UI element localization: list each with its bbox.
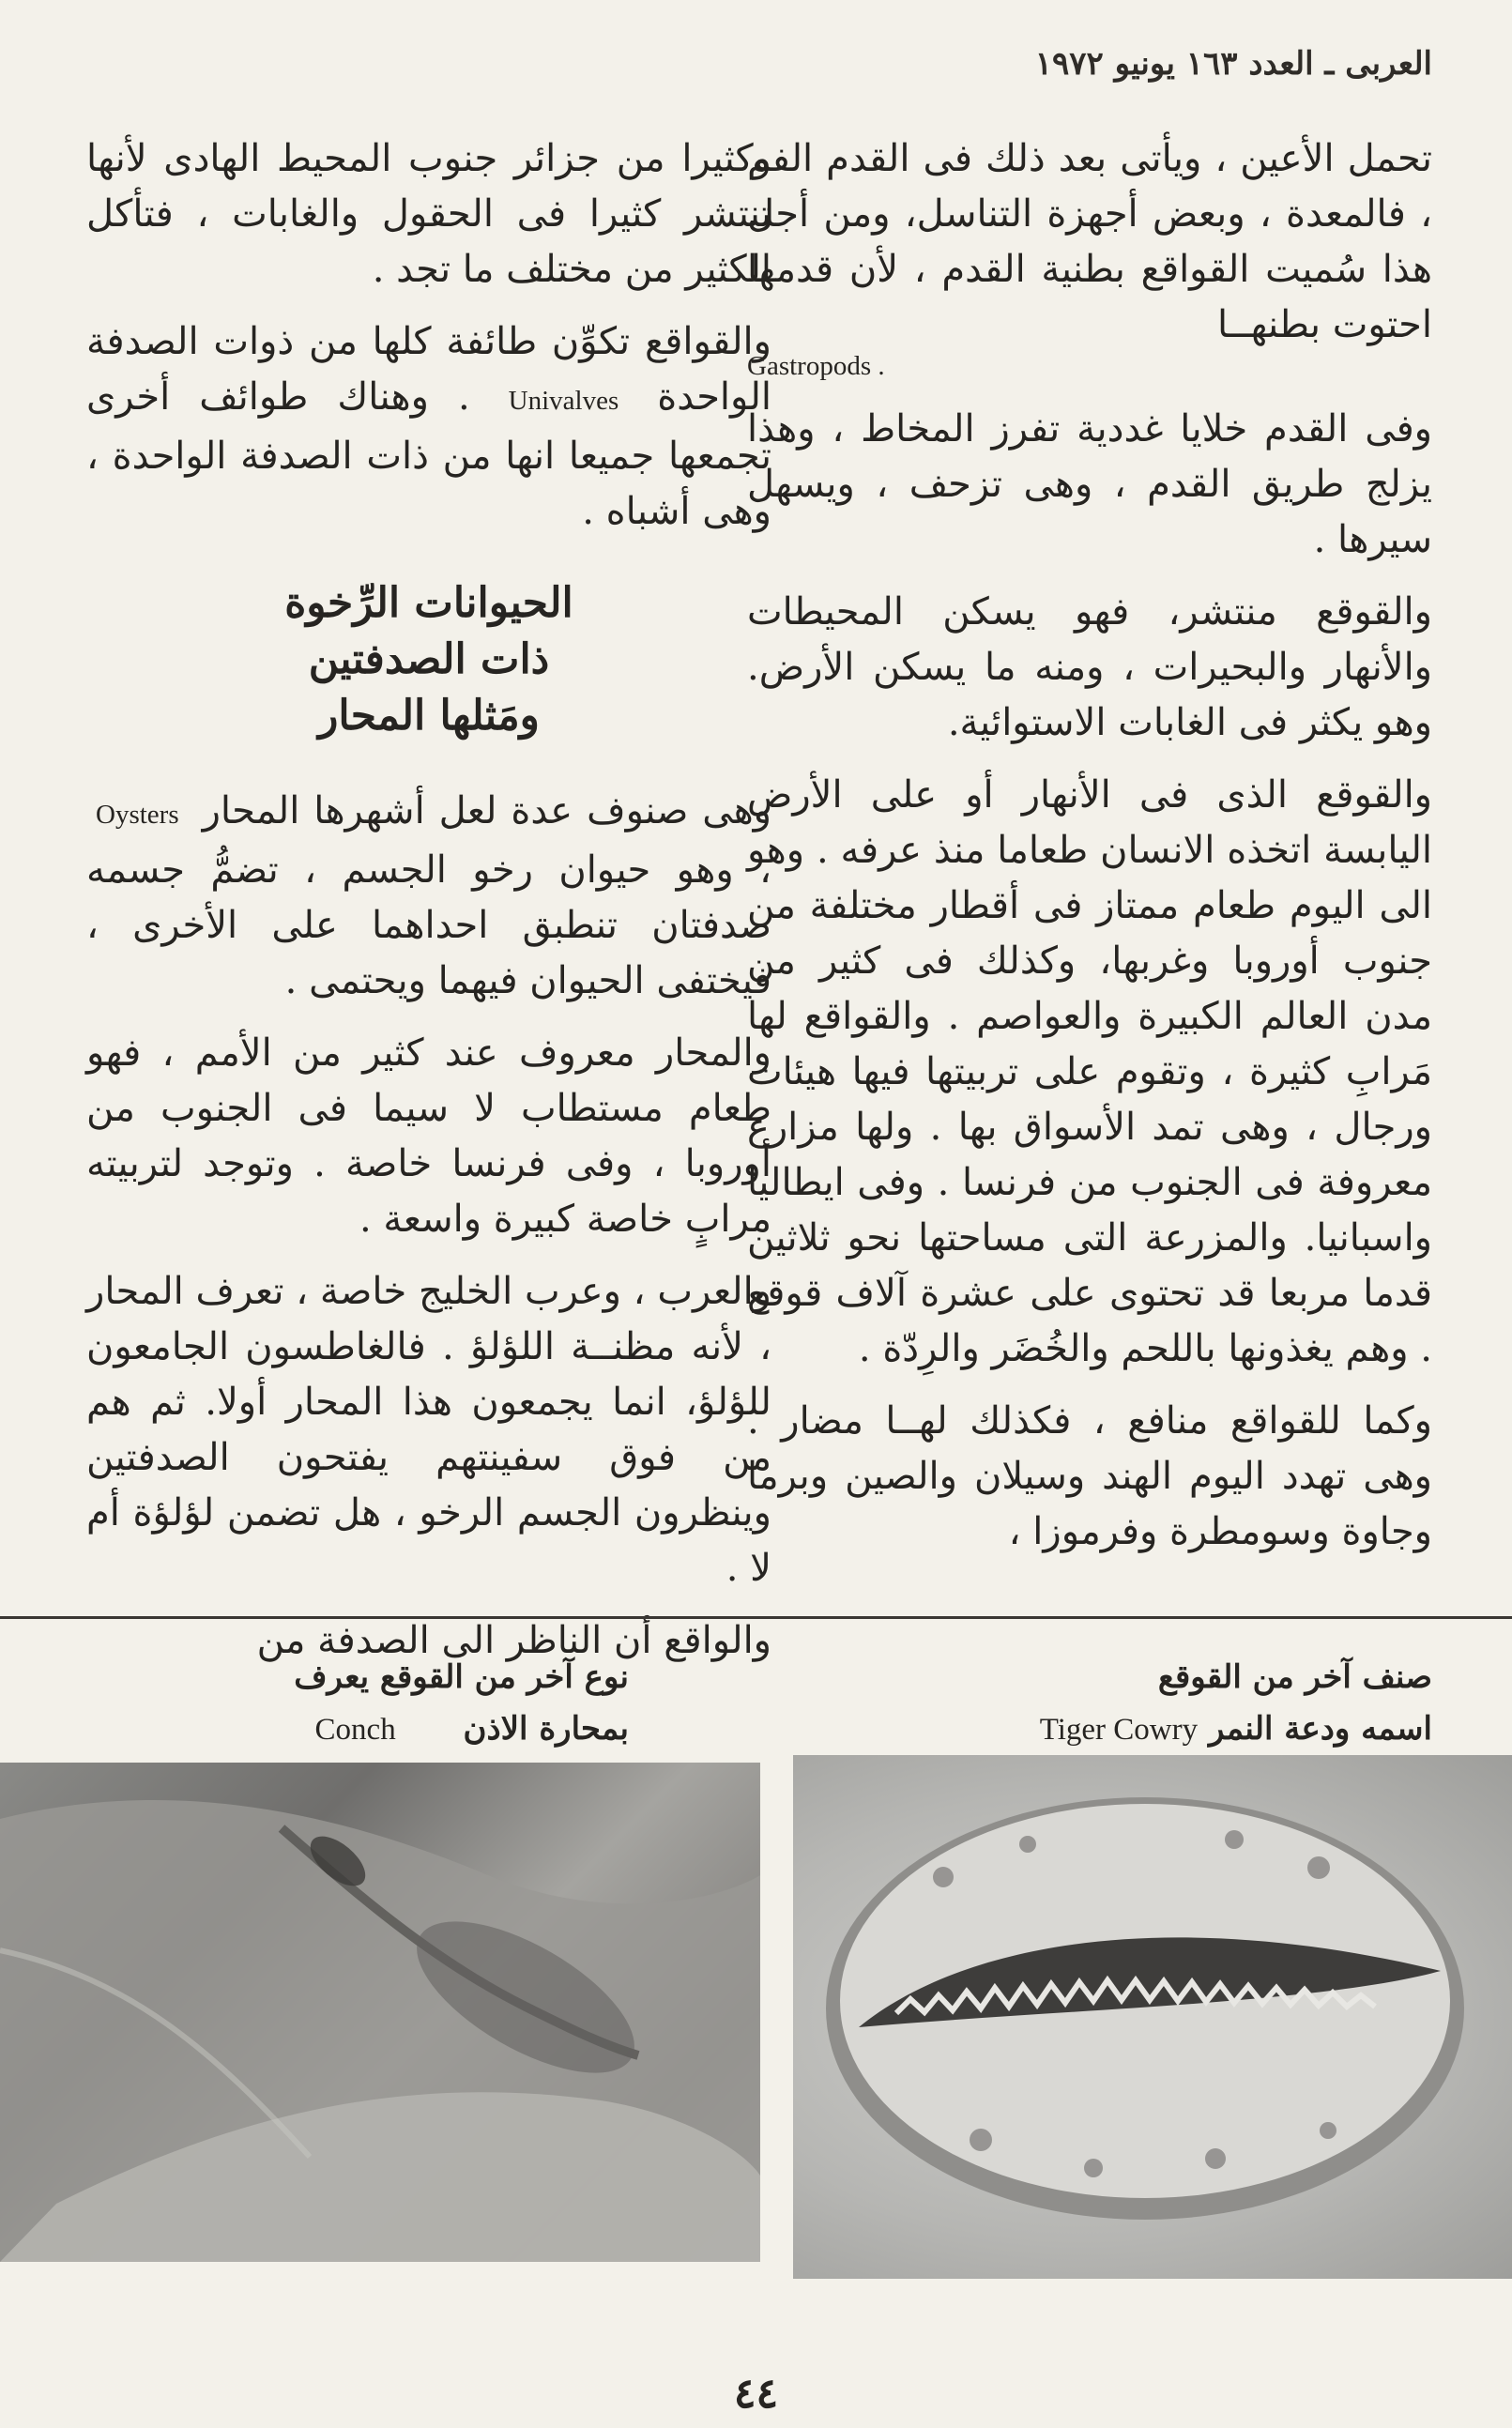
caption-line (775, 1703, 1432, 1756)
paragraph: والقوقع الذى فى الأنهار أو على الأرض اليابسة اتخذه الانسان طعاما منذ عرفه . وهو الى اليوم طعام ممتاز فى أقطار مختلفة من جنوب أوروبا وغربها، وكذلك فى كثير من مدن العالم الكبيرة والعواصم . والقواقع لها مَرابِ كثيرة ، وتقوم على تربيتها فيها هيئات ورجال ، وهى تمد الأسواق بها . ولها مزارع معروفة فى الجنوب من فرنسا . وفى ايطاليا واسبانيا. والمزرعة التى مساحتها نحو ثلاثين قدما مربعا قد تحتوى على عشرة آلاف قوقع . وهم يغذونها باللحم والخُضَر والرِدّة . (747, 773, 1432, 1370)
paragraph: والواقع أن الناظر الى الصدفة من (256, 1619, 771, 1662)
caption-line: نوع آخر من القوقع يعرف (294, 1658, 629, 1696)
divider (0, 1616, 1512, 1619)
conch-illustration (0, 1763, 760, 2262)
heading-line: الحيوانات الرِّخوة (284, 579, 573, 627)
cowry-photo (793, 1755, 1512, 2279)
latin-term: Univalves (508, 386, 619, 416)
latin-term: Gastropods . (747, 351, 885, 381)
paragraph (86, 784, 771, 1009)
caption-line: صنف آخر من القوقع (1157, 1658, 1432, 1696)
caption-line (0, 1703, 629, 1756)
column-left (86, 131, 771, 1686)
cowry-illustration (793, 1755, 1512, 2279)
paragraph (86, 314, 771, 540)
conch-photo (0, 1763, 760, 2262)
paragraph: والمحار معروف عند كثير من الأمم ، فهو طعام مستطاب لا سيما فى الجنوب من أوروبا ، وفى فرنسا خاصة . وتوجد لتربيته مرابٍ خاصة كبيرة واسعة . (86, 1031, 771, 1241)
paragraph-text: ، وهو حيوان رخو الجسم ، تضمُّ جسمه صدفتان تنطبق احداهما على الأخرى ، فيختفى الحيوان فيهما ويحتمى . (86, 848, 771, 1002)
paragraph-text: وهى صنوف عدة لعل أشهرها المحار (202, 789, 771, 832)
column-right (747, 131, 1432, 1577)
paragraph: وكثيرا من جزائر جنوب المحيط الهادى لأنها تنتشر كثيرا فى الحقول والغابات ، فتأكل الكثير من مختلف ما تجد . (86, 137, 771, 291)
paragraph: وفى القدم خلايا غددية تفرز المخاط ، وهذا يزلج طريق القدم ، وهى تزحف ، ويسهل سيرها . (747, 407, 1432, 561)
paragraph-text: تحمل الأعين ، ويأتى بعد ذلك فى القدم الفم ، فالمعدة ، وبعض أجهزة التناسل، ومن أجل هذا سُميت القواقع بطنية القدم ، لأن قدمها احتوت بطنهــا (747, 137, 1432, 346)
heading-line: ذات الصدفتين (308, 635, 550, 683)
caption-latin: Tiger Cowry (1039, 1713, 1199, 1747)
paragraph: والعرب ، وعرب الخليج خاصة ، تعرف المحار ، لأنه مظنــة اللؤلؤ . فالغاطسون الجامعون للؤلؤ، انما يجمعون هذا المحار أولا. ثم هم من فوق سفينتهم يفتحون الصدفتين وينظرون الجسم الرخو ، هل تضمن لؤلؤة أم لا . (86, 1270, 771, 1590)
page-number: ٤٤ (733, 2370, 779, 2418)
caption-latin: Conch (314, 1713, 396, 1747)
latin-term: Oysters (96, 800, 179, 830)
section-heading (86, 575, 771, 744)
photo-caption-cowry (775, 1652, 1432, 1756)
paragraph: والقوقع منتشر، فهو يسكن المحيطات والأنهار والبحيرات ، ومنه ما يسكن الأرض. وهو يكثر فى الغابات الاستوائية. (747, 590, 1432, 744)
caption-arabic: اسمه ودعة النمر (1208, 1710, 1432, 1748)
heading-line: ومَثلها المحار (318, 692, 540, 740)
caption-arabic: بمحارة الاذن (463, 1710, 629, 1748)
paragraph-text: . وهناك طوائف أخرى تجمعها جميعا انها من ذات الصدفة الواحدة ، وهى أشباه . (86, 375, 771, 533)
paragraph: وكما للقواقع منافع ، فكذلك لهــا مضار . وهى تهدد اليوم الهند وسيلان والصين وبرما وجاوة وسومطرة وفرموزا ، (747, 1399, 1432, 1553)
paragraph-text: والقواقع تكوِّن طائفة كلها من ذوات الصدفة الواحدة (86, 320, 771, 419)
paragraph (747, 131, 1432, 385)
photo-caption-conch (0, 1652, 629, 1756)
running-head: العربى ـ العدد ١٦٣ يونيو ١٩٧٢ (1034, 45, 1432, 83)
